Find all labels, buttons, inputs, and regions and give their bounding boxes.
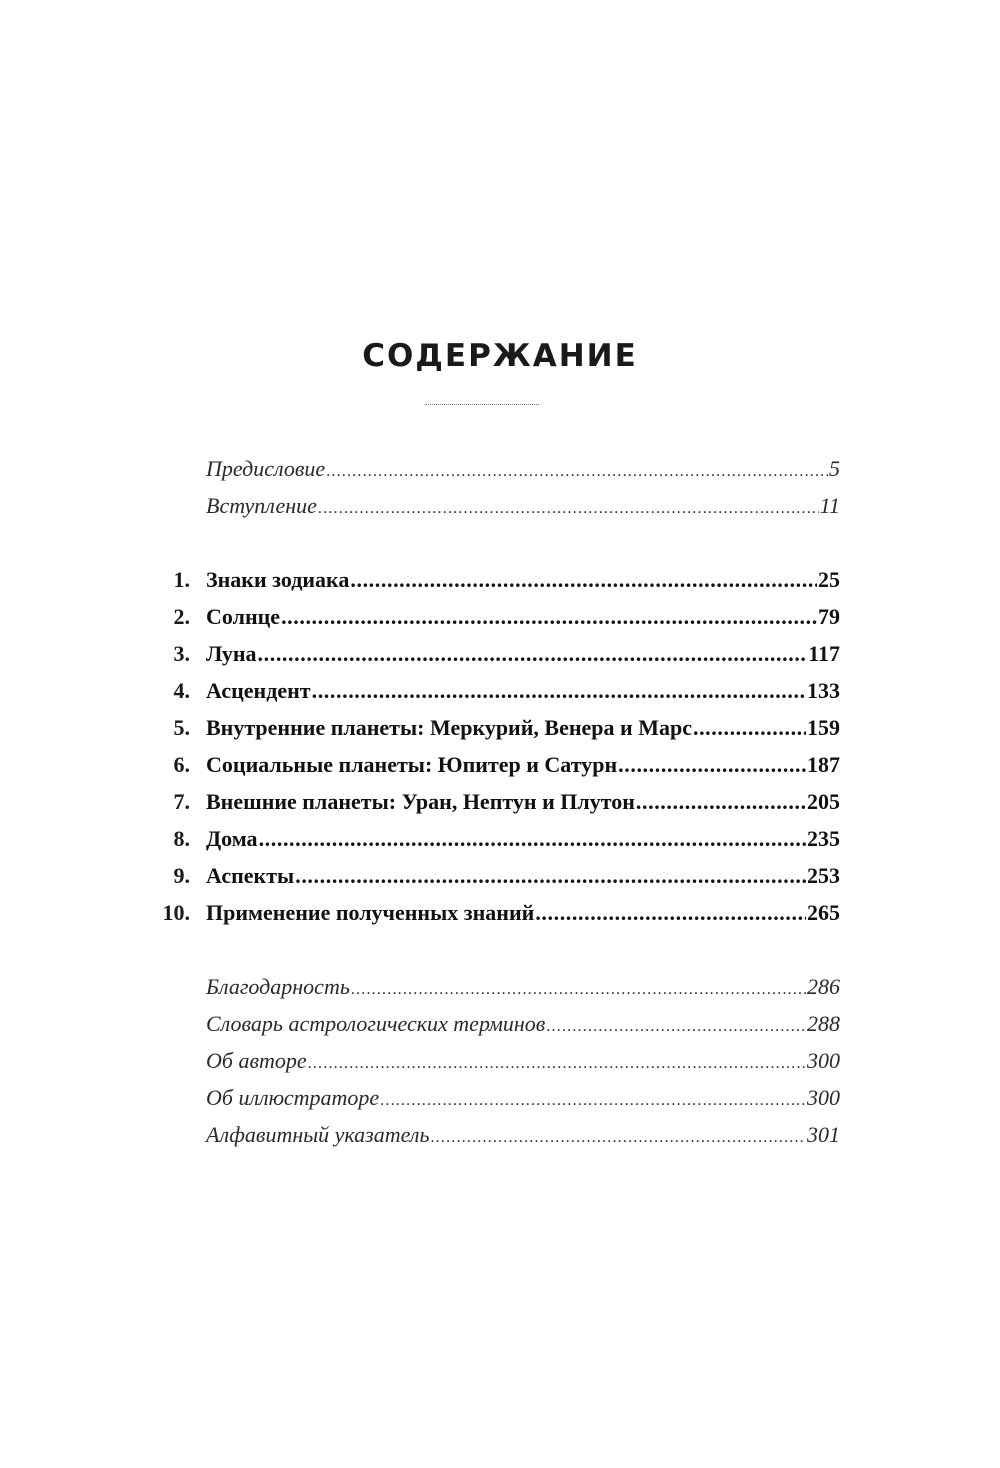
dot-leader [351,970,806,1007]
chapter-number: 9. [173,863,190,888]
toc-entry-page: 300 [807,1085,840,1110]
dot-leader [295,859,806,893]
dot-leader [281,600,817,634]
chapter-page: 159 [807,715,840,740]
toc-chapter[interactable] [0,748,1000,782]
chapter-number: 3. [173,641,190,666]
toc-chapter[interactable] [0,896,1000,930]
toc-entry[interactable] [0,489,1000,523]
chapter-title: Применение полученных знаний [206,900,535,925]
chapter-title: Социальные планеты: Юпитер и Сатурн [206,752,618,777]
chapter-number: 2. [173,604,190,629]
toc-entry-page: 286 [807,974,840,999]
chapter-title: Луна [206,641,257,666]
toc-entry-page: 301 [807,1122,840,1147]
toc-entry[interactable] [0,1118,1000,1152]
toc-entry-label: Об иллюстраторе [206,1085,380,1110]
toc-entry-page: 5 [829,456,840,481]
dot-leader [259,822,806,856]
toc-entry-page: 288 [807,1011,840,1036]
dot-leader [380,1081,806,1118]
toc-entry-label: Благодарность [206,974,350,999]
toc-chapter[interactable] [0,711,1000,745]
chapter-page: 117 [808,641,840,666]
chapter-title: Солнце [206,604,281,629]
dot-leader [308,1044,806,1081]
chapter-title: Внешние планеты: Уран, Нептун и Плутон [206,789,635,814]
toc-chapter[interactable] [0,859,1000,893]
toc-entry[interactable] [0,452,1000,486]
chapter-page: 187 [807,752,840,777]
chapter-number: 4. [173,678,190,703]
chapter-title: Аспекты [206,863,295,888]
chapter-number: 1. [173,567,190,592]
toc-entry-label: Вступление [206,493,317,518]
dot-leader [546,1007,806,1044]
chapter-page: 79 [818,604,840,629]
chapter-number: 6. [173,752,190,777]
chapter-title: Асцендент [206,678,311,703]
toc-entry[interactable] [0,1044,1000,1078]
chapter-page: 25 [818,567,840,592]
toc-entry-label: Алфавитный указатель [206,1122,430,1147]
dot-leader [430,1118,806,1155]
toc-chapter[interactable] [0,822,1000,856]
toc-entry[interactable] [0,970,1000,1004]
chapter-page: 265 [807,900,840,925]
dot-leader [636,785,806,819]
toc-entry[interactable] [0,1081,1000,1115]
chapter-page: 205 [807,789,840,814]
chapter-page: 133 [807,678,840,703]
chapter-page: 235 [807,826,840,851]
chapter-number: 10. [162,900,190,925]
toc-chapter[interactable] [0,785,1000,819]
dot-leader [326,452,828,489]
dot-leader [693,711,806,745]
chapter-title: Дома [206,826,258,851]
chapter-title: Внутренние планеты: Меркурий, Венера и Марс [206,715,692,740]
chapter-number: 5. [173,715,190,740]
toc-chapter[interactable] [0,637,1000,671]
toc-chapter[interactable] [0,674,1000,708]
dot-leader [350,563,817,597]
toc-chapter[interactable] [0,563,1000,597]
dot-leader [618,748,806,782]
toc-entry-page: 300 [807,1048,840,1073]
dot-leader [318,489,819,526]
toc-entry-label: Словарь астрологических терминов [206,1011,546,1036]
dot-leader [312,674,806,708]
page-title: СОДЕРЖАНИЕ [362,338,638,374]
chapter-page: 253 [807,863,840,888]
toc-entry-label: Об авторе [206,1048,307,1073]
dot-leader [535,896,806,930]
title-divider [425,404,539,405]
toc-entry-label: Предисловие [206,456,326,481]
toc-chapter[interactable] [0,600,1000,634]
toc-entry[interactable] [0,1007,1000,1041]
dot-leader [258,637,808,671]
chapter-title: Знаки зодиака [206,567,350,592]
chapter-number: 7. [173,789,190,814]
chapter-number: 8. [173,826,190,851]
toc-entry-page: 11 [819,493,840,518]
